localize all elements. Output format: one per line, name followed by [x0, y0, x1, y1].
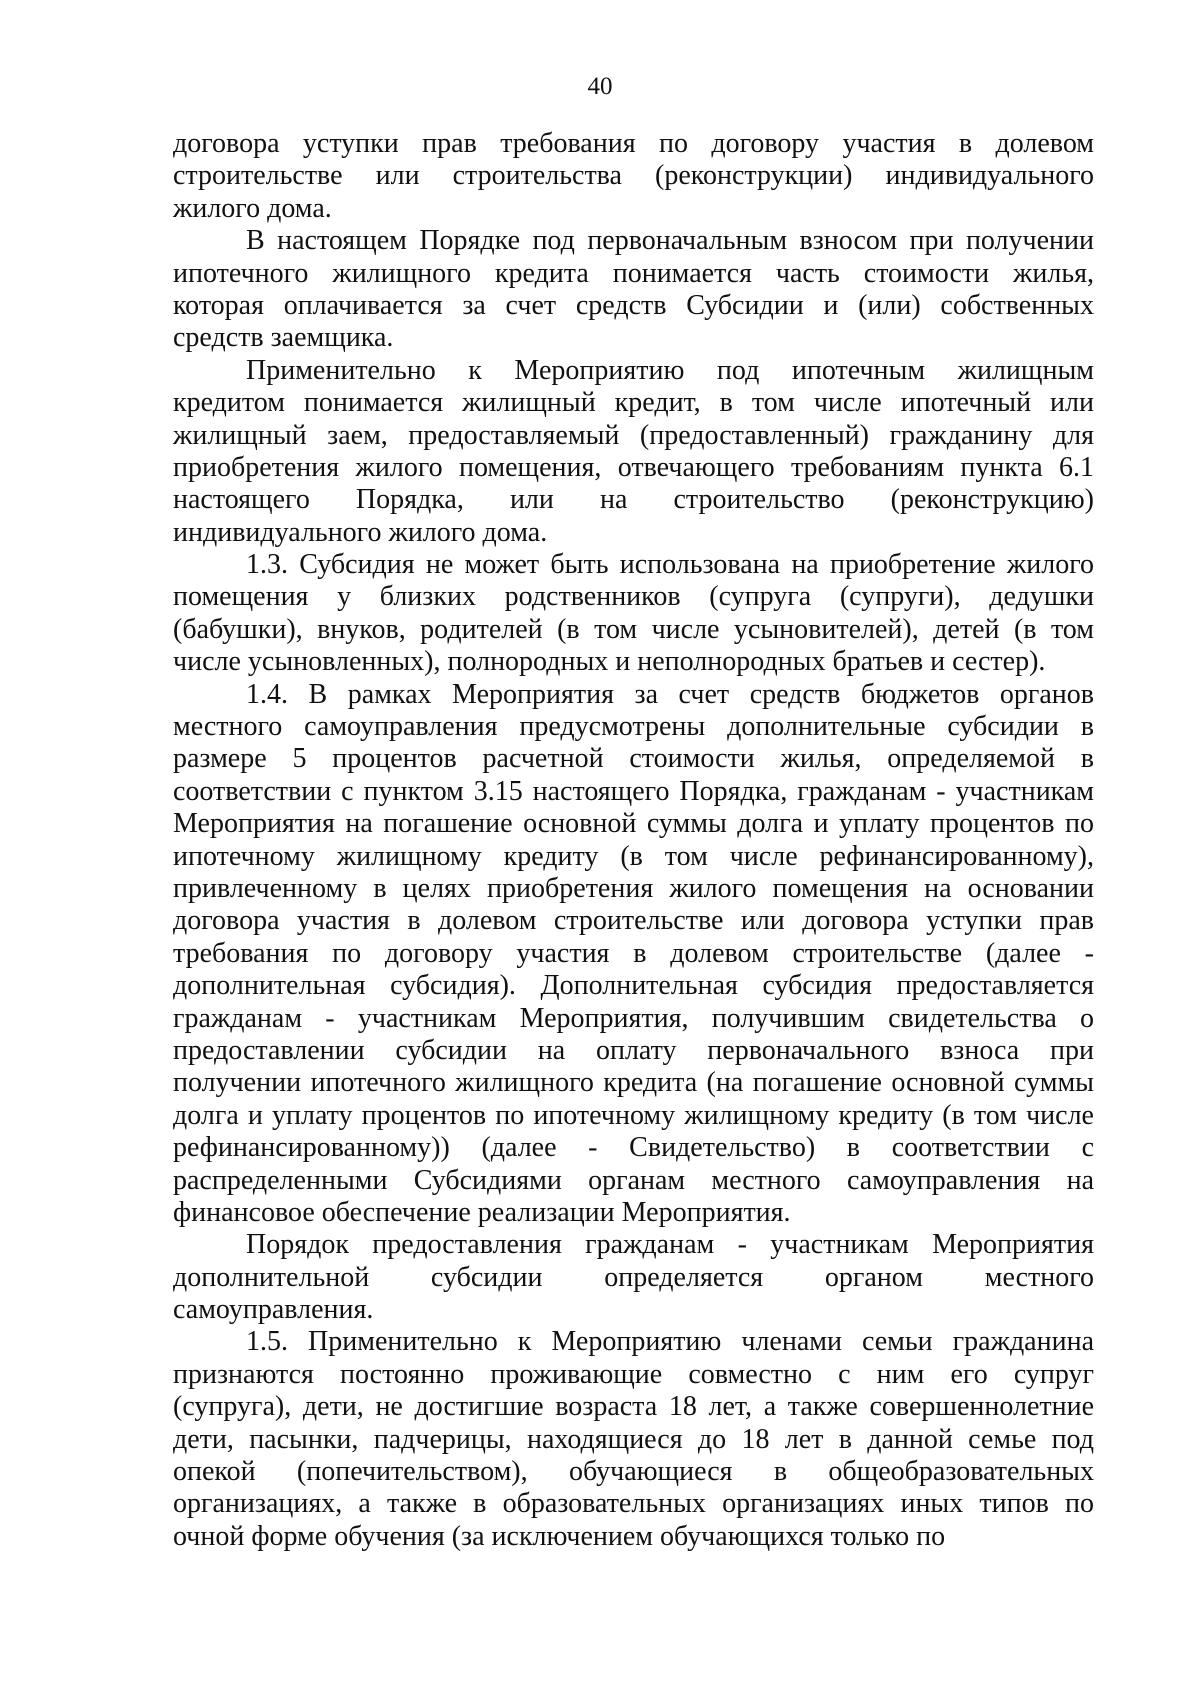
paragraph	[173, 1326, 1094, 1553]
text-line: соответствии с пунктом 3.15 настоящего Порядка, гражданам - участникам	[173, 775, 1094, 807]
text-line: дополнительной субсидии определяется органом местного	[173, 1261, 1094, 1293]
text-line: 1.5. Применительно к Мероприятию членами семьи гражданина	[246, 1326, 1094, 1358]
text-line: (бабушки), внуков, родителей (в том числе усыновителей), детей (в том	[173, 613, 1094, 645]
text-line: долга и уплату процентов по ипотечному жилищному кредиту (в том числе	[173, 1099, 1094, 1131]
text-line: опекой (попечительством), обучающиеся в общеобразовательных	[173, 1456, 1094, 1488]
text-line: помещения у близких родственников (супруга (супруги), дедушки	[173, 581, 1094, 613]
text-line: жилого дома.	[173, 192, 332, 224]
text-line: настоящего Порядка, или на строительство (реконструкцию)	[173, 484, 1094, 516]
text-line: самоуправления.	[173, 1294, 374, 1326]
text-line: гражданам - участникам Мероприятия, получившим свидетельства о	[173, 1002, 1094, 1034]
text-line: распределенными Субсидиями органам местного самоуправления на	[173, 1164, 1094, 1196]
text-line: В настоящем Порядке под первоначальным взносом при получении	[246, 225, 1094, 257]
text-line: числе усыновленных), полнородных и неполнородных братьев и сестер).	[173, 646, 1046, 678]
text-line: которая оплачивается за счет средств Субсидии и (или) собственных	[173, 289, 1094, 321]
text-line: индивидуального жилого дома.	[173, 516, 548, 548]
text-line: кредитом понимается жилищный кредит, в том числе ипотечный или	[173, 387, 1094, 419]
paragraph	[173, 128, 1094, 225]
text-line: финансовое обеспечение реализации Мероприятия.	[173, 1196, 791, 1228]
text-line: очной форме обучения (за исключением обучающихся только по	[173, 1520, 946, 1552]
text-line: рефинансированному)) (далее - Свидетельство) в соответствии с	[173, 1132, 1094, 1164]
text-line: признаются постоянно проживающие совместно с ним его супруг	[173, 1358, 1094, 1390]
paragraph	[173, 549, 1094, 679]
text-line: Мероприятия на погашение основной суммы долга и уплату процентов по	[173, 808, 1094, 840]
paragraph	[173, 679, 1094, 1230]
text-line: 1.4. В рамках Мероприятия за счет средств бюджетов органов	[246, 678, 1094, 710]
text-line: получении ипотечного жилищного кредита (на погашение основной суммы	[173, 1067, 1094, 1099]
text-line: договора уступки прав требования по договору участия в долевом	[173, 128, 1094, 159]
text-line: (супруга), дети, не достигшие возраста 18 лет, а также совершеннолетние	[173, 1391, 1094, 1423]
paragraph	[173, 1229, 1094, 1326]
text-line: приобретения жилого помещения, отвечающего требованиям пункта 6.1	[173, 451, 1094, 483]
text-line: договора участия в долевом строительстве или договора уступки прав	[173, 905, 1094, 937]
text-line: 1.3. Субсидия не может быть использована на приобретение жилого	[246, 549, 1094, 581]
text-line: Порядок предоставления гражданам - участникам Мероприятия	[246, 1229, 1094, 1261]
text-line: жилищный заем, предоставляемый (предоставленный) гражданину для	[173, 419, 1094, 451]
page-number: 40	[587, 73, 613, 100]
text-line: местного самоуправления предусмотрены дополнительные субсидии в	[173, 711, 1094, 743]
paragraph	[173, 355, 1094, 549]
text-line: ипотечного жилищного кредита понимается часть стоимости жилья,	[173, 257, 1094, 289]
text-line: дополнительная субсидия). Дополнительная субсидия предоставляется	[173, 970, 1094, 1002]
text-line: ипотечному жилищному кредиту (в том числе рефинансированному),	[173, 840, 1094, 872]
text-line: размере 5 процентов расчетной стоимости жилья, определяемой в	[173, 743, 1094, 775]
text-line: привлеченному в целях приобретения жилого помещения на основании	[173, 872, 1094, 904]
text-line: требования по договору участия в долевом строительстве (далее -	[173, 937, 1094, 969]
text-line: средств заемщика.	[173, 322, 394, 354]
document-body	[173, 128, 1094, 1553]
text-line: Применительно к Мероприятию под ипотечным жилищным	[246, 354, 1094, 386]
text-line: строительстве или строительства (реконструкции) индивидуального	[173, 160, 1094, 192]
text-line: организациях, а также в образовательных организациях иных типов по	[173, 1488, 1094, 1520]
text-line: дети, пасынки, падчерицы, находящиеся до 18 лет в данной семье под	[173, 1423, 1094, 1455]
paragraph	[173, 225, 1094, 355]
text-line: предоставлении субсидии на оплату первоначального взноса при	[173, 1034, 1094, 1066]
